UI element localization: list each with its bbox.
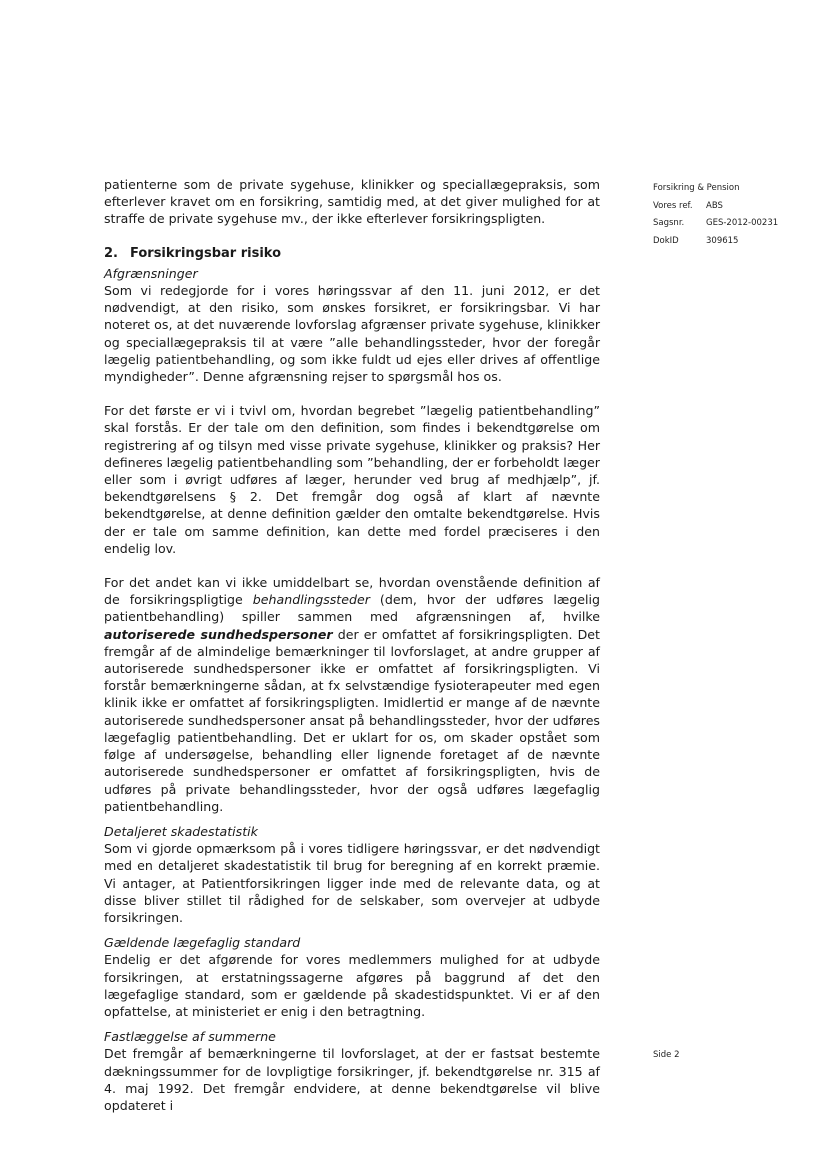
- emphasis-text: autoriserede sundhedspersoner: [104, 626, 333, 642]
- paragraph: Endelig er det afgørende for vores medlemmers mulighed for at udbyde forsikringen, at erstatningssagerne afgøres på baggrund af det den lægefaglige standard, som er gældende på skadestidspunktet. Vi er af den opfattelse, at ministeriet er enig i den betragtning.: [104, 952, 600, 1019]
- subheading-detaljeret: Detaljeret skadestatistik: [104, 823, 258, 839]
- paragraph: Det fremgår af bemærkningerne til lovforslaget, at der er fastsat bestemte dækningssummer for de lovpligtige forsikringer, jf. bekendtgørelse nr. 315 af 4. maj 1992. Det fremgår endvidere, at denne bekendtgørelse vil blive opdateret i: [104, 1046, 600, 1113]
- section-title: Forsikringsbar risiko: [130, 245, 282, 261]
- emphasis-text: behandlingssteder: [252, 592, 370, 608]
- sidebar-label: DokID: [653, 235, 679, 246]
- subheading-standard: Gældende lægefaglig standard: [104, 935, 301, 951]
- paragraph: For det første er vi i tvivl om, hvordan begrebet ”lægelig patientbehandling” skal forstås. Er der tale om den definition, som findes i bekendtgørelse om registrering af og tilsyn med visse private sygehuse, klinikker og praksis? Her defineres lægelig patientbehandling som ”behandling, der er forbeholdt læger eller som i øvrigt udføres af læger, herunder ved brug af medhjælp”, jf. bekendtgørelsens § 2. Det fremgår dog også af klart af nævnte bekendtgørelse, at denne definition gælder den omtalte bekendtgørelse. Hvis der er tale om samme definition, kan dette med fordel præciseres i den endelig lov.: [104, 403, 600, 556]
- sidebar-label: Vores ref.: [653, 200, 693, 211]
- sidebar-meta: [653, 180, 778, 250]
- sidebar-value: 309615: [706, 235, 739, 246]
- paragraph: [104, 574, 600, 815]
- text-run: (dem, hvor der udføres lægelig patientbehandling) spiller sammen med afgrænsningen af, hvilke: [104, 592, 600, 625]
- text-run: der er omfattet af forsikringspligten. Det fremgår af de almindelige bemærkninger til lovforslaget, at andre grupper af autoriserede sundhedspersoner ikke er omfattet af forsikringspligten. Vi forstår bemærkningerne sådan, at fx selvstændige fysioterapeuter med egen klinik ikke er omfattet af forsikringspligten. Imidlertid er mange af de nævnte autoriserede sundhedspersoner ansat på behandlingssteder, hvor der udføres lægefaglig patientbehandling. Det er uklart for os, om skader opstået som følge af undersøgelse, behandling eller lignende foretaget af de nævnte autoriserede sundhedspersoner er omfattet af forsikringspligten, hvis de udføres på private behandlingssteder, hvor der også udføres lægefaglig patientbehandling.: [104, 626, 600, 814]
- section-heading: [104, 245, 600, 262]
- paragraph: Som vi redegjorde for i vores høringssvar af den 11. juni 2012, er det nødvendigt, at den risiko, som ønskes forsikret, er forsikringsbar. Vi har noteret os, at det nuværende lovforslag afgrænser private sygehuse, klinikker og speciallægepraksis til at være ”alle behandlingssteder, hvor der foregår lægelig patientbehandling, og som ikke fuldt ud ejes eller drives af offentlige myndigheder”. Denne afgrænsning rejser to spørgsmål hos os.: [104, 283, 600, 385]
- document-body: [104, 176, 600, 1114]
- subheading-afgraensninger: Afgrænsninger: [104, 265, 198, 281]
- sidebar-row-sagsnr: [653, 215, 778, 233]
- sidebar-value: ABS: [706, 200, 723, 211]
- sidebar-value: GES-2012-00231: [706, 218, 779, 228]
- section-number: 2.: [104, 245, 118, 261]
- sidebar-label: Sagsnr.: [653, 218, 685, 228]
- text-run: For det andet kan vi ikke umiddelbart se, hvordan ovenstående definition af de forsikringspligtige: [104, 575, 600, 608]
- paragraph: Som vi gjorde opmærksom på i vores tidligere høringssvar, er det nødvendigt med en detaljeret skadestatistik til brug for beregning af en korrekt præmie. Vi antager, at Patientforsikringen ligger inde med de relevante data, og at disse bliver stillet til rådighed for de selskaber, som overvejer at udbyde forsikringen.: [104, 841, 600, 925]
- intro-paragraph: patienterne som de private sygehuse, klinikker og speciallægepraksis, som efterlever kravet om en forsikring, samtidig med, at det giver mulighed for at straffe de private sygehuse mv., der ikke efterlever forsikringspligten.: [104, 177, 600, 227]
- sidebar-row-ref: [653, 198, 778, 216]
- page-number: Side 2: [653, 1050, 680, 1060]
- sidebar-row-dokid: [653, 233, 778, 251]
- subheading-summer: Fastlæggelse af summerne: [104, 1029, 276, 1045]
- sidebar-org: Forsikring & Pension: [653, 183, 740, 193]
